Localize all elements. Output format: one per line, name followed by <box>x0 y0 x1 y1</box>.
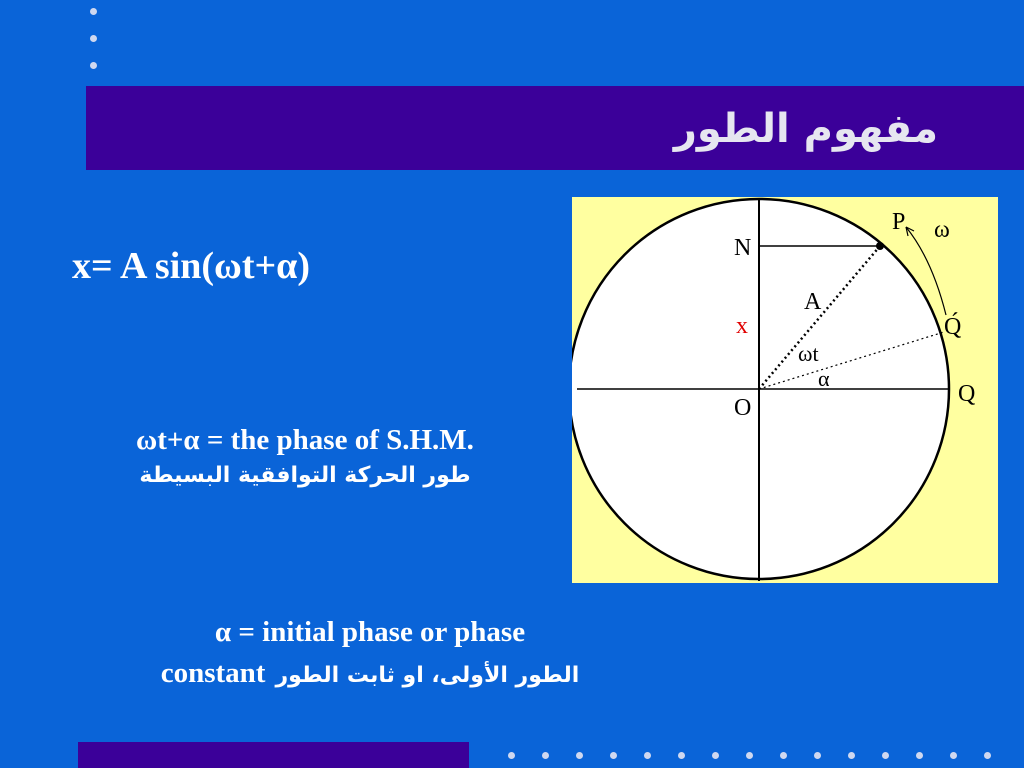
initial-phase-row2 <box>90 657 650 690</box>
phase-definition <box>40 424 570 488</box>
phase-definition-arabic: طور الحركة التوافقية البسيطة <box>139 463 471 488</box>
dot <box>848 752 855 759</box>
dot <box>90 62 97 69</box>
dot <box>508 752 515 759</box>
label-p: P <box>892 209 906 235</box>
shm-formula: x= A sin(ωt+α) <box>72 245 310 287</box>
dot <box>576 752 583 759</box>
decorative-dots-bottom <box>508 752 1008 760</box>
point-p <box>876 242 884 250</box>
dot <box>610 752 617 759</box>
label-o: O <box>734 395 752 421</box>
label-omega-t: ωt <box>798 341 819 366</box>
dot <box>712 752 719 759</box>
dot <box>678 752 685 759</box>
initial-phase-english: α = initial phase or phase <box>214 616 526 648</box>
dot <box>882 752 889 759</box>
dot <box>950 752 957 759</box>
initial-phase-constant-word: constant <box>160 657 266 689</box>
dot <box>780 752 787 759</box>
dot <box>644 752 651 759</box>
initial-phase-definition <box>90 616 650 690</box>
label-omega: ω <box>934 217 950 243</box>
label-x: x <box>736 313 748 339</box>
dot <box>90 8 97 15</box>
phase-circle-diagram <box>572 197 998 583</box>
initial-phase-arabic: الطور الأولى، او ثابت الطور <box>275 663 580 688</box>
phase-definition-english: ωt+α = the phase of S.H.M. <box>136 424 474 456</box>
label-a: A <box>804 289 822 315</box>
label-q-prime: Q́ <box>944 314 962 340</box>
dot <box>814 752 821 759</box>
decorative-dots-left <box>86 8 102 89</box>
dot <box>746 752 753 759</box>
label-q: Q <box>958 381 976 407</box>
label-n: N <box>734 235 752 261</box>
dot <box>916 752 923 759</box>
dot <box>542 752 549 759</box>
dot <box>90 35 97 42</box>
bottom-accent-bar <box>78 742 469 768</box>
slide-title: مفهوم الطور <box>673 106 938 152</box>
label-alpha: α <box>818 366 830 391</box>
dot <box>984 752 991 759</box>
